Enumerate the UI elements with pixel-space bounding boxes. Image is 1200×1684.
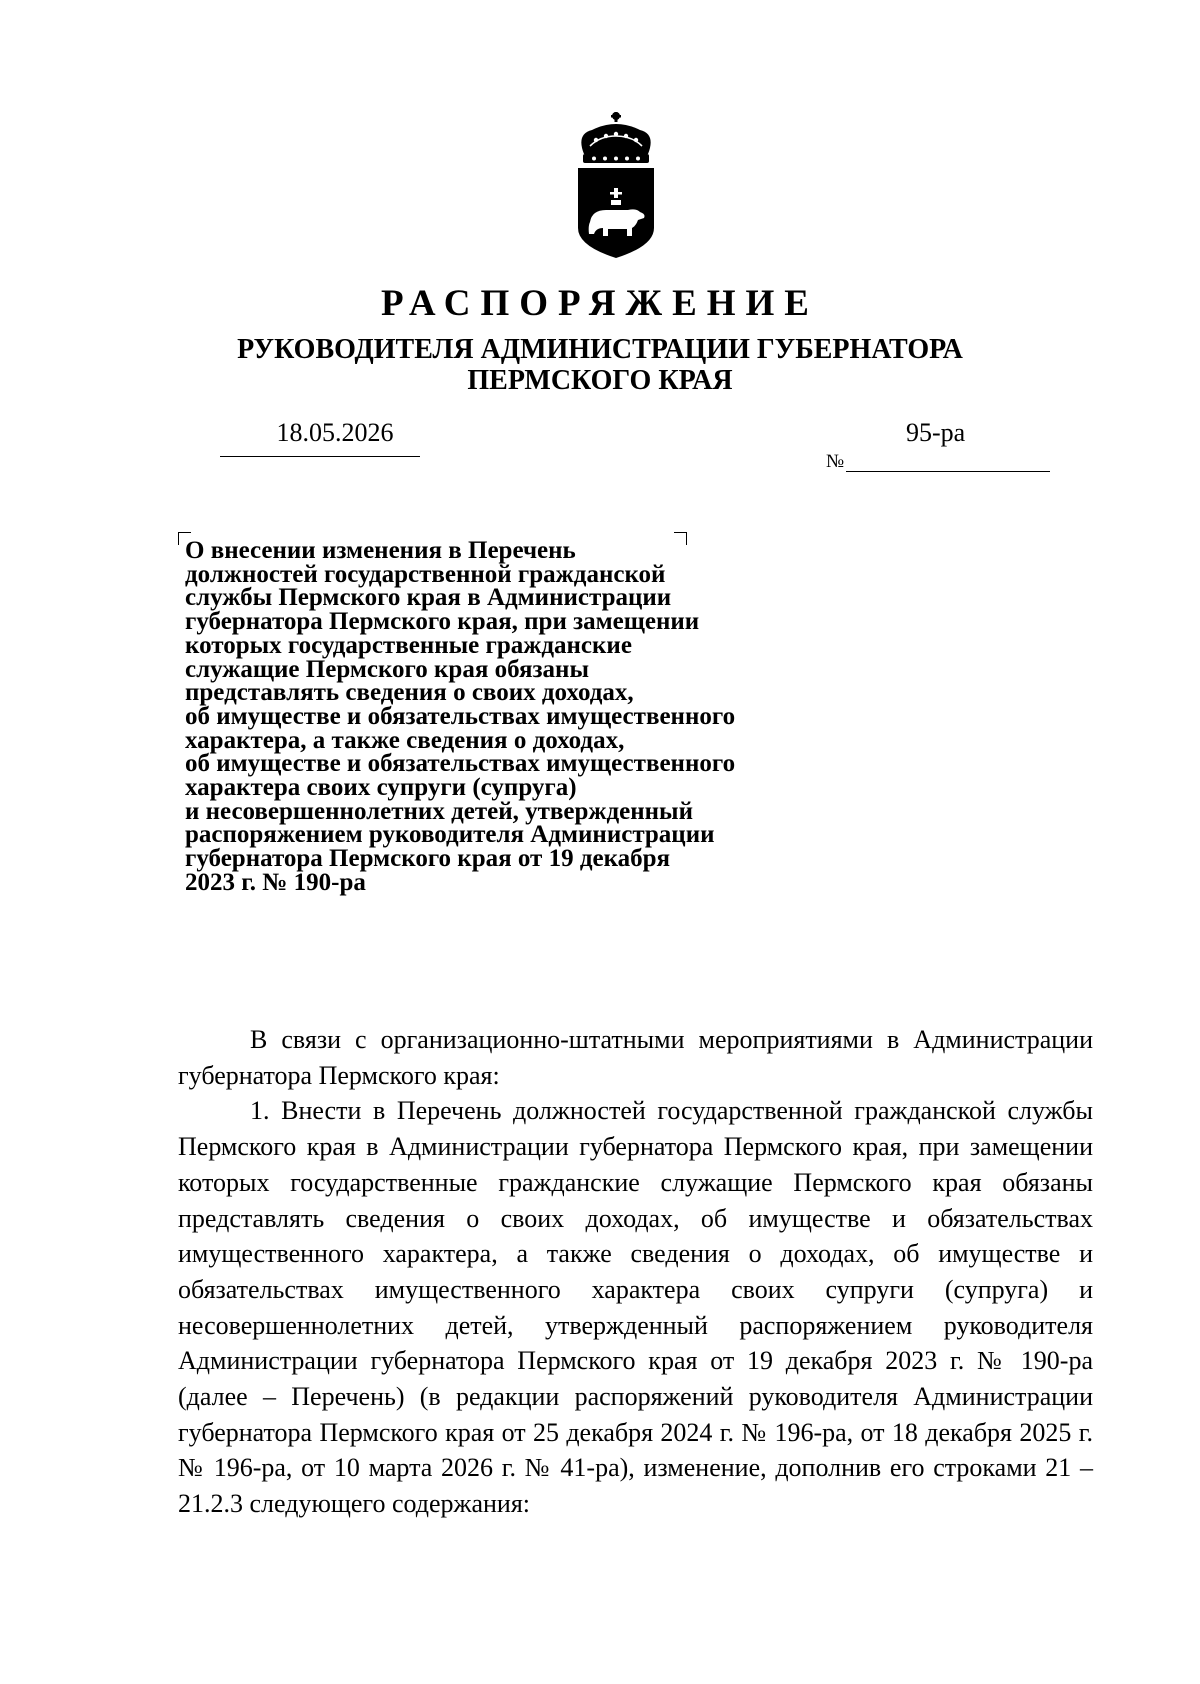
body-paragraph-1: В связи с организационно-штатными мероприятиями в Администрации губернатора Пермского края: [178,1025,1093,1090]
subject-line: которых государственные гражданские [185,631,632,659]
subject-line: должностей государственной гражданской [185,560,666,588]
subject-line: губернатора Пермского края, при замещении [185,608,700,636]
number-underline [846,471,1050,472]
subject-line: характера своих супруги (супруга) [185,774,577,802]
document-subtitle [0,334,1200,396]
subject-line: губернатора Пермского края от 19 декабря [185,845,671,873]
document-number: 95-ра [906,418,966,447]
subject-line: служащие Пермского края обязаны [185,655,589,683]
subject-line: представлять сведения о своих доходах, [185,679,634,707]
subject-line: службы Пермского края в Администрации [185,584,672,612]
date-field [220,418,420,457]
subject-line: об имуществе и обязательствах имущественного [185,702,736,730]
number-sign: № [826,451,845,472]
subject-line: и несовершеннолетних детей, утвержденный [185,797,693,825]
body-paragraph-2: 1. Внести в Перечень должностей государственной гражданской службы Пермского края в Администрации губернатора Пермского края, при замещении которых государственные гражданские служащие Пермского края обязаны представлять сведения о своих доходах, об имуществе и обязательствах имущественного характера, а также сведения о доходах, об имуществе и обязательствах имущественного характера своих супруги (супруга) и несовершеннолетних детей, утвержденный распоряжением руководителя Администрации губернатора Пермского края от 19 декабря 2023 г. № 190-ра (далее – Перечень) (в редакции распоряжений руководителя Администрации губернатора Пермского края от 25 декабря 2024 г. № 196-ра, от 18 декабря 2025 г. № 196-ра, от 10 марта 2026 г. № 41-ра), изменение, дополнив его строками 21 – 21.2.3 следующего содержания: [178,1096,1093,1519]
subject-line: об имуществе и обязательствах имущественного [185,750,736,778]
number-field [826,418,1050,472]
subject-line: О внесении изменения в Перечень [185,537,576,564]
subtitle-line-1: РУКОВОДИТЕЛЯ АДМИНИСТРАЦИИ ГУБЕРНАТОРА [237,334,963,365]
document-date: 18.05.2026 [276,418,394,447]
subject-line: характера, а также сведения о доходах, [185,726,625,754]
subtitle-line-2: ПЕРМСКОГО КРАЯ [467,365,733,396]
document-title: РАСПОРЯЖЕНИЕ [380,283,819,324]
date-underline [220,456,420,457]
number-row [826,452,1050,472]
crown-icon [581,112,650,163]
document-body [178,1022,1093,1522]
subject-line: 2023 г. № 190-ра [185,868,366,896]
shield-icon [578,168,654,258]
subject-line: распоряжением руководителя Администрации [185,821,715,849]
document-subject [185,539,825,895]
coat-of-arms-icon [570,110,662,260]
